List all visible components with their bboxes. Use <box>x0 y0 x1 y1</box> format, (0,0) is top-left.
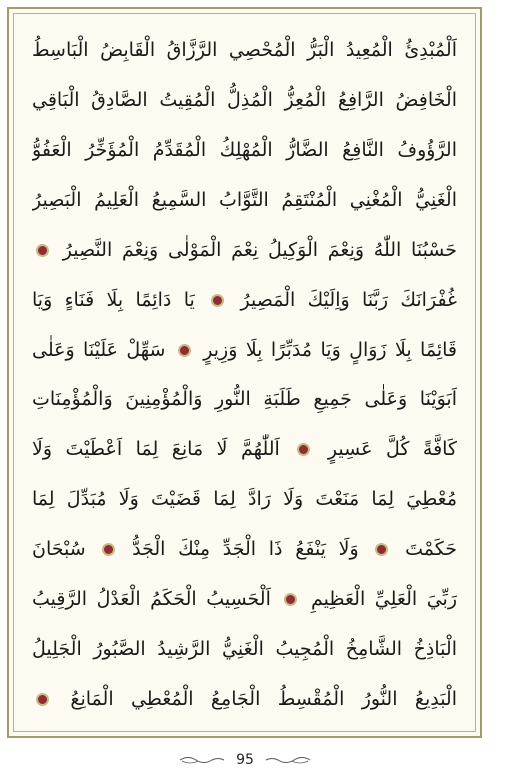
text-segment: غُفْرَانَكَ رَبَّنَا وَاِلَيْكَ الْمَصِيرُ <box>240 288 457 311</box>
flourish-left-icon <box>178 754 226 766</box>
text-line <box>32 477 457 521</box>
text-segment: سُبْحَانَ <box>32 538 86 561</box>
text-segment: اَبَوَيْنَا وَعَلٰى جَمِيعِ طَلَبَةِ النُّورِ وَالْمُؤْمِنِينَ وَالْمُؤْمِنَاتِ <box>32 388 457 411</box>
verse-stop-icon <box>284 593 297 606</box>
verse-stop-icon <box>211 294 224 307</box>
text-segment: اَللّٰهُمَّ لَا مَانِعَ لِمَا اَعْطَيْتَ وَلَا <box>32 438 280 461</box>
text-segment: الْبَدِيعُ النُّورُ الْمُقْسِطُ الْجَامِعُ الْمُعْطِي الْمَانِعُ <box>70 687 457 710</box>
text-segment: حَكَمْتَ <box>405 538 457 561</box>
text-line <box>32 677 457 721</box>
text-line <box>32 228 457 272</box>
text-line <box>32 28 457 72</box>
text-body <box>32 28 457 721</box>
text-line <box>32 278 457 322</box>
verse-stop-icon <box>178 344 191 357</box>
flourish-right-icon <box>264 754 312 766</box>
text-segment: كَافَّةً كُلَّ عَسِيرٍ <box>327 438 457 461</box>
page-number: 95 <box>236 752 254 768</box>
text-segment: اَلْحَسِيبُ الْحَكَمُ الْعَدْلُ الرَّقِيبُ <box>32 588 271 611</box>
text-line <box>32 627 457 671</box>
text-segment: الرَّؤُوفُ النَّافِعُ الضَّارُّ الْمُهْلِكُ الْمُقَدِّمُ الْمُؤَخِّرُ الْعَفُوُّ <box>32 138 457 161</box>
text-segment: اَلْمُبْدِئُ الْمُعِيدُ الْبَرُّ الْمُحْصِي الرَّزَّاقُ الْقَابِضُ الْبَاسِطُ <box>32 39 457 61</box>
text-segment: الْغَنِيُّ الْمُغْنِي الْمُنْتَقِمُ التَّوَّابُ السَّمِيعُ الْعَلِيمُ الْبَصِيرُ <box>32 188 457 211</box>
text-line <box>32 128 457 172</box>
page-footer <box>0 750 490 770</box>
verse-stop-icon <box>102 543 115 556</box>
text-line <box>32 527 457 571</box>
verse-stop-icon <box>36 244 49 257</box>
verse-stop-icon <box>375 543 388 556</box>
text-segment: وَلَا يَنْفَعُ ذَا الْجَدِّ مِنْكَ الْجَدُّ <box>132 538 359 561</box>
text-segment: مُعْطِيَ لِمَا مَنَعْتَ وَلَا رَادَّ لِمَا قَضَيْتَ وَلَا مُبَدِّلَ لِمَا <box>32 488 457 511</box>
text-line <box>32 78 457 122</box>
text-line <box>32 427 457 471</box>
text-segment: الْخَافِضُ الرَّافِعُ الْمُعِزُّ الْمُذِلُّ الْمُقِيتُ الصَّادِقُ الْبَاقِي <box>32 88 457 111</box>
text-line <box>32 178 457 222</box>
verse-stop-icon <box>36 693 49 706</box>
page-border <box>7 7 482 738</box>
text-line <box>32 377 457 421</box>
text-segment: الْبَاذِخُ الشَّامِخُ الْمُجِيبُ الْغَنِيُّ الرَّشِيدُ الصَّبُورُ الْجَلِيلُ <box>32 638 457 661</box>
text-segment: يَا دَائِمًا بِلَا فَنَاءٍ وَيَا <box>32 288 195 311</box>
text-line <box>32 577 457 621</box>
verse-stop-icon <box>297 443 310 456</box>
text-segment: قَائِمًا بِلَا زَوَالٍ وَيَا مُدَبِّرًا بِلَا وَزِيرٍ <box>203 338 457 361</box>
text-line <box>32 328 457 372</box>
text-segment: رَبِّيَ الْعَلِيِّ الْعَظِيمِ <box>311 588 457 611</box>
text-segment: سَهِّلْ عَلَيْنَا وَعَلٰى <box>32 338 166 361</box>
text-segment: حَسْبُنَا اللّٰهُ وَنِعْمَ الْوَكِيلُ نِعْمَ الْمَوْلٰى وَنِعْمَ النَّصِيرُ <box>62 238 457 261</box>
page-inner-border <box>13 13 476 732</box>
